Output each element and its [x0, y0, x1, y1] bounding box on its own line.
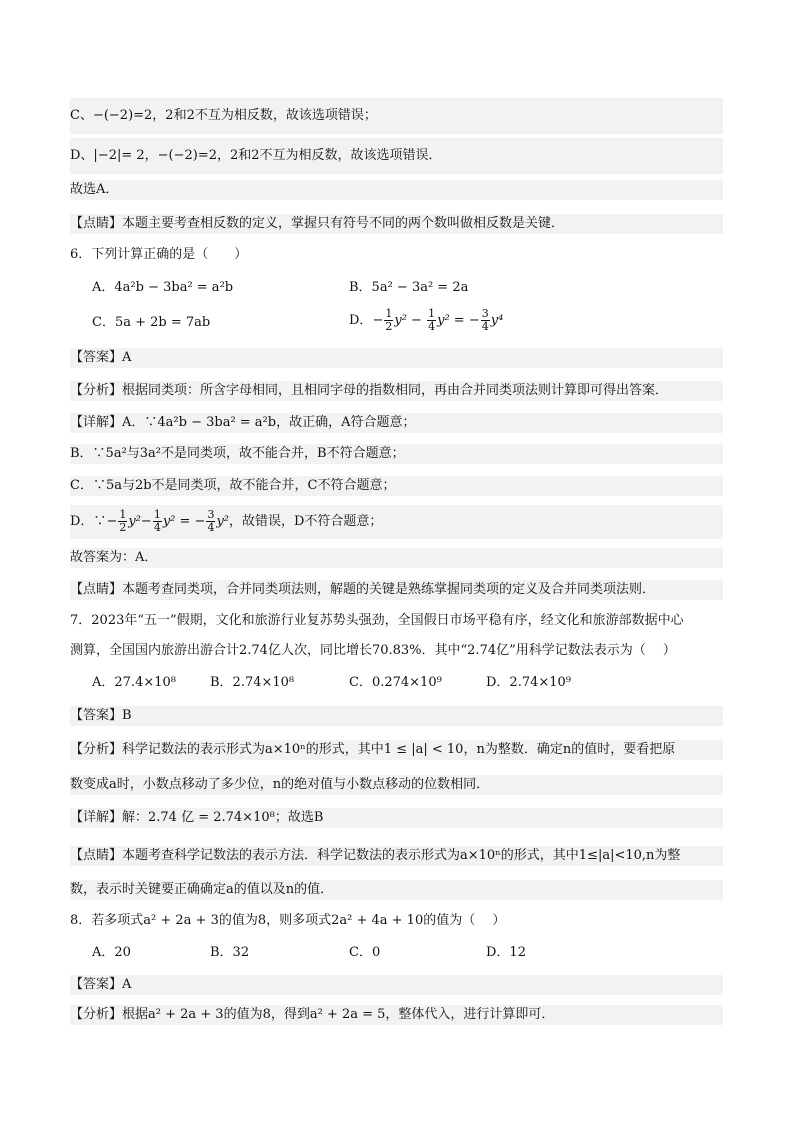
math-equals: = − — [449, 313, 480, 328]
fraction-half — [118, 509, 127, 534]
fraction-numerator: 1 — [153, 508, 161, 521]
q6-option-b: B．5a² − 3a² = 2a — [349, 280, 469, 295]
q6-detail-d — [70, 505, 723, 539]
q6-detail-b: B．∵5a²与3a²不是同类项，故不能合并，B不符合题意； — [70, 444, 723, 464]
q7-option-d: D．2.74×10⁹ — [486, 675, 572, 690]
q6-stem: 6．下列计算正确的是（ ） — [70, 247, 248, 262]
fraction-denominator: 2 — [119, 521, 127, 534]
q6-answer: 【答案】A — [70, 348, 723, 368]
q6-option-a: A．4a²b − 3ba² = a²b — [92, 280, 234, 295]
q7-stem-line1: 7．2023年“五一”假期，文化和旅游行业复苏势头强劲，全国假日市场平稳有序，经文化和旅游部数据中心 — [70, 613, 684, 628]
fraction-denominator: 4 — [153, 521, 161, 534]
q7-detail: 【详解】解：2.74 亿 = 2.74×10⁸；故选B — [70, 808, 723, 828]
q6-detail-d-label: D．∵ — [70, 514, 107, 529]
fraction-numerator: 1 — [119, 508, 127, 521]
q8-stem: 8．若多项式a² + 2a + 3的值为8，则多项式2a² + 4a + 10的值为（ ） — [70, 913, 506, 928]
fraction-denominator: 4 — [481, 320, 489, 333]
q6-detail: 【详解】A．∵4a²b − 3ba² = a²b，故正确，A符合题意； — [70, 413, 723, 433]
q7-stem-line2: 测算，全国国内旅游出游合计2.74亿人次，同比增长70.83%．其中“2.74亿”用科学记数法表示为（ ） — [70, 643, 676, 658]
math-term: y⁴ — [490, 313, 504, 328]
fraction-half — [384, 308, 393, 333]
q6-option-d — [349, 306, 503, 336]
math-term: y² — [394, 313, 407, 328]
prev-comment: 【点睛】本题主要考查相反数的定义，掌握只有符号不同的两个数叫做相反数是关键． — [70, 214, 723, 234]
q8-answer: 【答案】A — [70, 975, 723, 995]
q6-detail-d-conclusion: ，故错误，D不符合题意； — [229, 514, 383, 529]
q7-comment-line2: 数，表示时关键要正确确定a的值以及n的值． — [70, 880, 723, 900]
fraction-quarter — [153, 509, 162, 534]
fraction-denominator: 2 — [385, 320, 393, 333]
q7-answer: 【答案】B — [70, 706, 723, 726]
fraction-denominator: 4 — [207, 521, 215, 534]
prev-option-d-explanation: D、|−2|= 2，−(−2)=2，2和2不互为相反数，故该选项错误． — [70, 138, 723, 174]
q8-option-c: C．0 — [349, 945, 381, 960]
q7-comment-line1: 【点睛】本题考查科学记数法的表示方法．科学记数法的表示形式为a×10ⁿ的形式，其中1≤|a|<10,n为整 — [70, 846, 723, 866]
fraction-numerator: 3 — [207, 508, 215, 521]
q7-option-c: C．0.274×10⁹ — [349, 675, 442, 690]
math-minus: − — [372, 313, 384, 328]
q6-option-d-label: D． — [349, 313, 373, 328]
math-equals: = − — [175, 514, 206, 529]
q8-option-d: D．12 — [486, 945, 526, 960]
fraction-numerator: 1 — [428, 307, 436, 320]
q6-final-answer: 故答案为：A． — [70, 548, 723, 568]
math-term: y² — [216, 514, 229, 529]
q7-analysis-line2: 数变成a时，小数点移动了多少位，n的绝对值与小数点移动的位数相同． — [70, 775, 723, 795]
q6-detail-c: C．∵5a与2b不是同类项，故不能合并，C不符合题意； — [70, 476, 723, 496]
q6-option-c: C．5a + 2b = 7ab — [92, 315, 211, 330]
fraction-three-quarters — [481, 308, 490, 333]
q8-option-b: B．32 — [210, 945, 250, 960]
q7-option-b: B．2.74×10⁸ — [210, 675, 295, 690]
math-minus: − — [411, 313, 422, 328]
fraction-denominator: 4 — [428, 320, 436, 333]
q8-option-a: A．20 — [92, 945, 131, 960]
q6-comment: 【点睛】本题考查同类项，合并同类项法则，解题的关键是熟练掌握同类项的定义及合并同类项法则． — [70, 580, 723, 600]
math-term: y² — [128, 514, 141, 529]
math-term: y² — [162, 514, 176, 529]
q6-analysis: 【分析】根据同类项：所含字母相同，且相同字母的指数相同，再由合并同类项法则计算即可得出答案． — [70, 381, 723, 401]
fraction-numerator: 3 — [481, 307, 489, 320]
fraction-quarter — [427, 308, 436, 333]
fraction-numerator: 1 — [385, 307, 393, 320]
prev-option-c-explanation: C、−(−2)=2，2和2不互为相反数，故该选项错误； — [70, 98, 723, 134]
prev-choice: 故选A． — [70, 180, 723, 200]
q8-analysis: 【分析】根据a² + 2a + 3的值为8，得到a² + 2a = 5，整体代入，进行计算即可． — [70, 1005, 723, 1025]
math-minus: − — [140, 514, 152, 529]
math-term: y² — [437, 313, 450, 328]
fraction-three-quarters — [206, 509, 215, 534]
q7-analysis-line1: 【分析】科学记数法的表示形式为a×10ⁿ的形式，其中1 ≤ |a| < 10，n为整数．确定n的值时，要看把原 — [70, 740, 723, 760]
q7-option-a: A．27.4×10⁸ — [92, 675, 176, 690]
math-minus: − — [106, 514, 118, 529]
